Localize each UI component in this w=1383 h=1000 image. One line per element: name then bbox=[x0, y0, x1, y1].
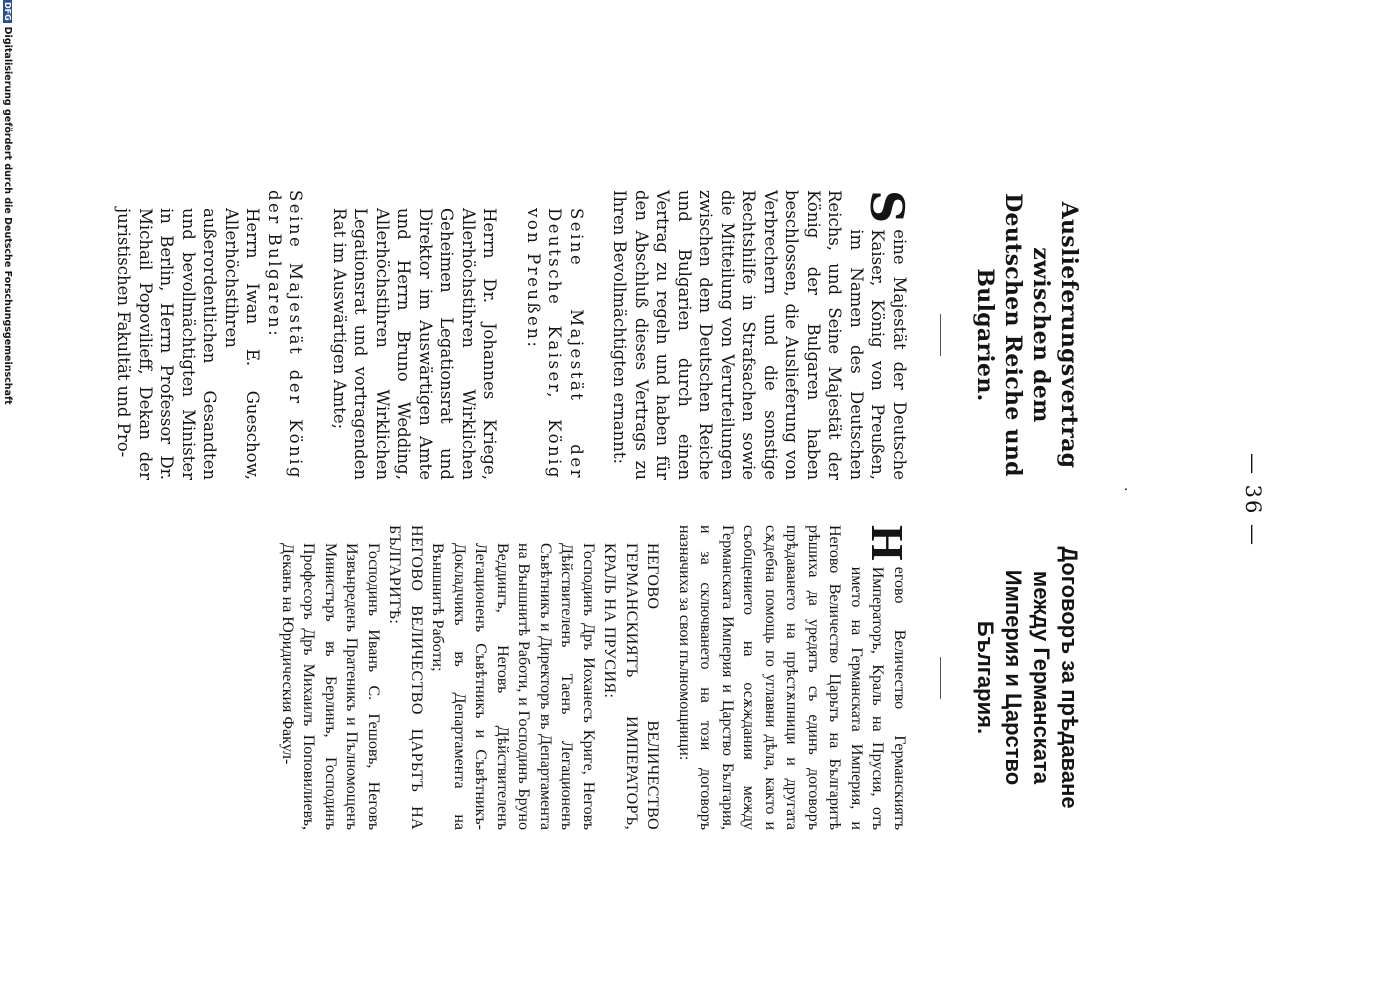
digitization-footer bbox=[2, 0, 13, 1000]
bulgarian-party1-text: Господинъ Дръ Иоханесъ Кригe, Неговъ Дѣйствителенъ Таенъ Легационенъ Съвѣтникъ и Директоръ въ Департамента на Външнитѣ Работи, и Господинъ Бруно Веддингъ, Неговъ Дѣйствителенъ Легационенъ Съвѣтникъ и Съвѣтникъ-Докладчикъ въ Департамента на Външнитѣ Работи; bbox=[429, 543, 597, 830]
bulgarian-preamble-text: егово Величество Германскиятъ Императоръ, Краль на Прусия, отъ името на Германската Империя, и Негово Величество Царьтъ на Българитѣ рѣшиха да уредятъ съ единъ договоръ прѣдаването на прѣстѫпници и другата сѫдебна помощь по углавни дѣла, както и съобщението на осѫждания между Германската Империя и Царство България, и за сключването на този договоръ назначиха за свои пълномощници: bbox=[676, 525, 908, 830]
german-column bbox=[113, 190, 1083, 480]
bulgarian-party1-heading: НЕГОВО ВЕЛИЧЕСТВО ГЕРМАНСКИЯТЪ ИМПЕРАТОРЪ, КРАЛЬ НА ПРУСИЯ: bbox=[601, 543, 662, 830]
bulgarian-party2-heading: НЕГОВО ВЕЛИЧЕСТВО ЦАРЬТЪ НА БЪЛГАРИТѢ: bbox=[386, 525, 425, 830]
page-number: — 36 — bbox=[1241, 452, 1265, 548]
german-title: Auslieferungsvertrag zwischen dem Deutschen Reiche und Bulgarien. bbox=[972, 193, 1082, 477]
dfg-logo: DFG bbox=[3, 2, 12, 21]
bulgarian-party2-text: Господинъ Иванъ С. Гешовъ, Неговъ Извънреденъ Пратеникъ и Пълномощенъ Министъръ въ Берлинъ, Господинъ Професоръ Дръ Михаилъ Поповилиевъ, Деканъ на Юридическия Факул- bbox=[279, 543, 382, 830]
bulgarian-preamble bbox=[674, 525, 911, 830]
german-party1-text: Herrn Dr. Johannes Kriege, Allerhöchstihren Wirklichen Geheimen Legationsrat und Direktor im Auswärtigen Amte und Herrn Bruno Wedding, Allerhöchstihren Wirklichen Legationsrat und vortragenden Rat im Auswärtigen Amte; bbox=[330, 208, 500, 480]
german-party1-heading: Seine Majestät der Deutsche Kaiser, König von Preußen: bbox=[524, 208, 586, 480]
german-party2-text: Herrn Iwan E. Gueschow, Allerhöchstihren außerordentlichen Gesandten und bevollmächtigten Minister in Berlin, Herrn Professor Dr. Michail Popovilieff, Dekan der juristischen Fakultät und Pro- bbox=[114, 208, 263, 480]
footer-text: Digitalisierung gefördert durch die Deutsche Forschungsgemeinschaft bbox=[2, 26, 13, 405]
bulgarian-column bbox=[277, 525, 1084, 830]
german-party2-heading: Seine Majestät der König der Bulgaren: bbox=[265, 190, 306, 480]
german-preamble-text: eine Majestät der Deutsche Kaiser, König von Preußen, im Namen des Deutschen Reichs, und Seine Majestät der König der Bulgaren haben beschlossen, die Auslieferung von Verbrechern und die sonstige Rechtshilfe in Strafsachen sowie die Mitteilung von Verurteilungen zwischen dem Deutschen Reiche und Bulgarien durch einen Vertrag zu regeln und haben für den Abschluß dieses Vertrags zu Ihren Bevollmächtigten ernannt: bbox=[610, 190, 909, 480]
bulgarian-title: Договоръ за прѣдаване между Германската Империя и Царство България. bbox=[973, 546, 1082, 809]
german-preamble bbox=[609, 190, 914, 480]
title-divider bbox=[940, 314, 941, 356]
ink-speck: · bbox=[1117, 487, 1133, 492]
title-divider bbox=[940, 657, 941, 699]
bulgarian-dropcap: Н bbox=[862, 525, 913, 561]
german-dropcap: S bbox=[860, 190, 914, 224]
